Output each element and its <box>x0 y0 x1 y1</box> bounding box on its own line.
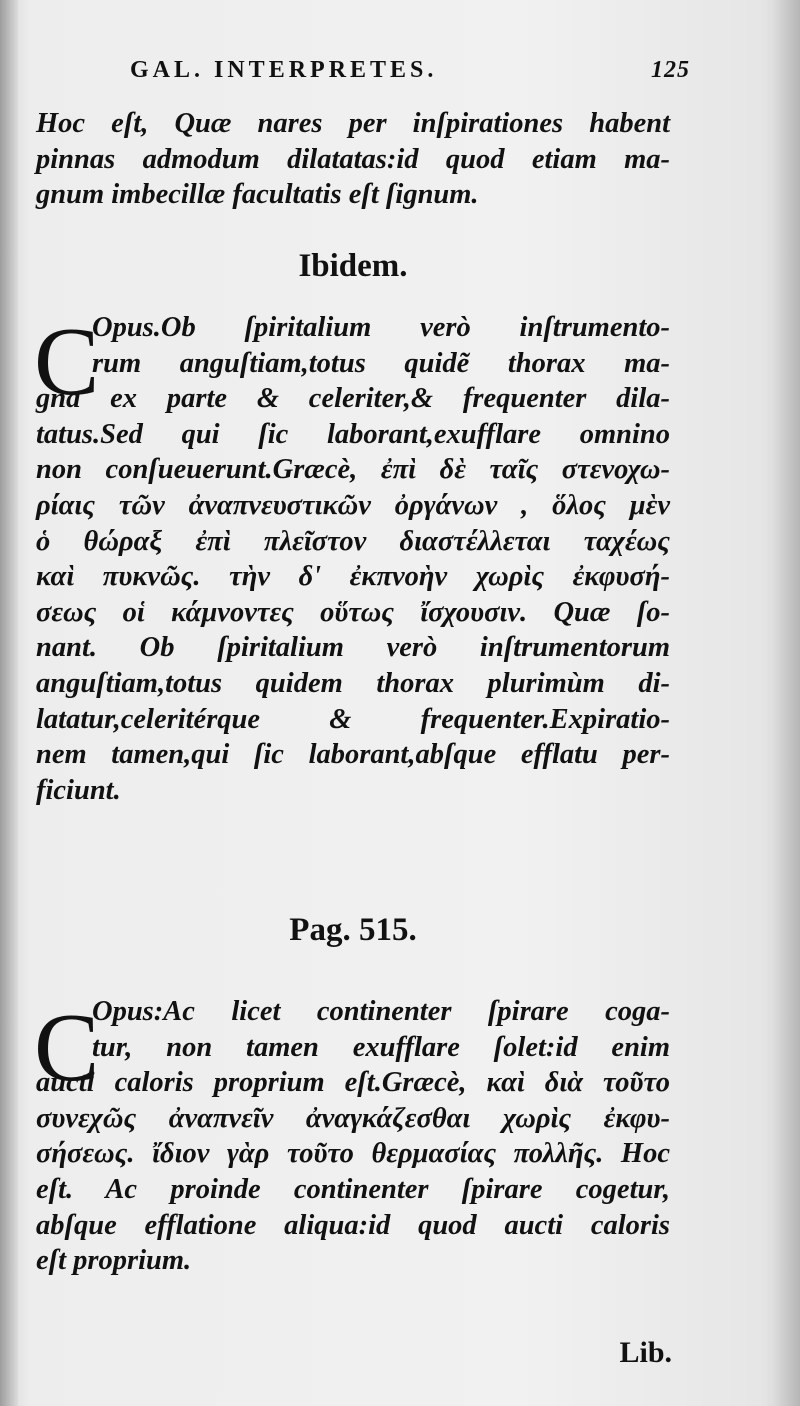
running-header <box>130 57 690 91</box>
text-line: non conſueuerunt.Græcè, ἐπὶ δὲ ταῖς στενοχω- <box>36 454 670 486</box>
section-heading-ibidem: Ibidem. <box>298 248 408 284</box>
section-paragraph-ibidem <box>36 310 670 808</box>
text-line: nem tamen,qui ſic laborant,abſque efflatu per- <box>36 739 670 771</box>
text-line: ὁ θώραξ ἐπὶ πλεῖστον διαστέλλεται ταχέως <box>36 525 670 557</box>
text-line: latatur,celeritérque & frequenter.Expiratio- <box>36 703 670 735</box>
opening-paragraph <box>36 106 670 213</box>
text-line: aucti caloris proprium eſt.Græcè, καὶ διὰ τοῦτο <box>36 1067 670 1099</box>
text-line: gna ex parte & celeriter,& frequenter dila- <box>36 383 670 415</box>
section-heading-page-ref: Pag. 515. <box>289 912 417 948</box>
text-line: Opus:Ac licet continenter ſpirare coga- <box>92 996 670 1027</box>
text-line: συνεχῶς ἀναπνεῖν ἀναγκάζεσθαι χωρὶς ἐκφυ- <box>36 1102 670 1134</box>
text-line: Hoc eſt, Quæ nares per inſpirationes habent <box>36 108 670 139</box>
text-line: pinnas admodum dilatatas:id quod etiam ma- <box>36 143 670 175</box>
text-line: ρίαις τῶν ἀναπνευστικῶν ὀργάνων , ὅλος μὲν <box>36 489 670 521</box>
page-number: 125 <box>651 57 690 83</box>
catchword: Lib. <box>619 1336 672 1369</box>
text-line: ficiunt. <box>36 774 121 806</box>
text-line: σεως οἱ κάμνοντες οὕτως ἴσχουσιν. Quæ ſo- <box>36 596 670 628</box>
text-line: Opus.Ob ſpiritalium verò inſtrumento- <box>92 312 670 343</box>
text-line: nant. Ob ſpiritalium verò inſtrumentorum <box>36 632 670 664</box>
drop-capital: C <box>34 308 100 416</box>
section-paragraph-page-ref <box>36 994 670 1279</box>
text-line: tur, non tamen exufflare ſolet:id enim <box>92 1031 670 1063</box>
text-line: σήσεως. ἴδιον γὰρ τοῦτο θερμασίας πολλῆς. Hoc <box>36 1138 670 1170</box>
page-edge-shadow <box>772 0 800 1406</box>
text-line: abſque efflatione aliqua:id quod aucti caloris <box>36 1209 670 1241</box>
text-line: eſt proprium. <box>36 1245 192 1277</box>
page-gutter-shadow <box>0 0 18 1406</box>
text-line: καὶ πυκνῶς. τὴν δ' ἐκπνοὴν χωρὶς ἐκφυσή- <box>36 561 670 593</box>
text-line: eſt. Ac proinde continenter ſpirare cogetur, <box>36 1173 670 1205</box>
running-title: GAL. INTERPRETES. <box>130 57 438 83</box>
drop-capital: C <box>34 994 100 1102</box>
text-line: tatus.Sed qui ſic laborant,exufflare omnino <box>36 418 670 450</box>
text-line: gnum imbecillæ facultatis eſt ſignum. <box>36 179 479 211</box>
text-line: anguſtiam,totus quidem thorax plurimùm di- <box>36 667 670 699</box>
text-line: rum anguſtiam,totus quidẽ thorax ma- <box>92 347 670 379</box>
